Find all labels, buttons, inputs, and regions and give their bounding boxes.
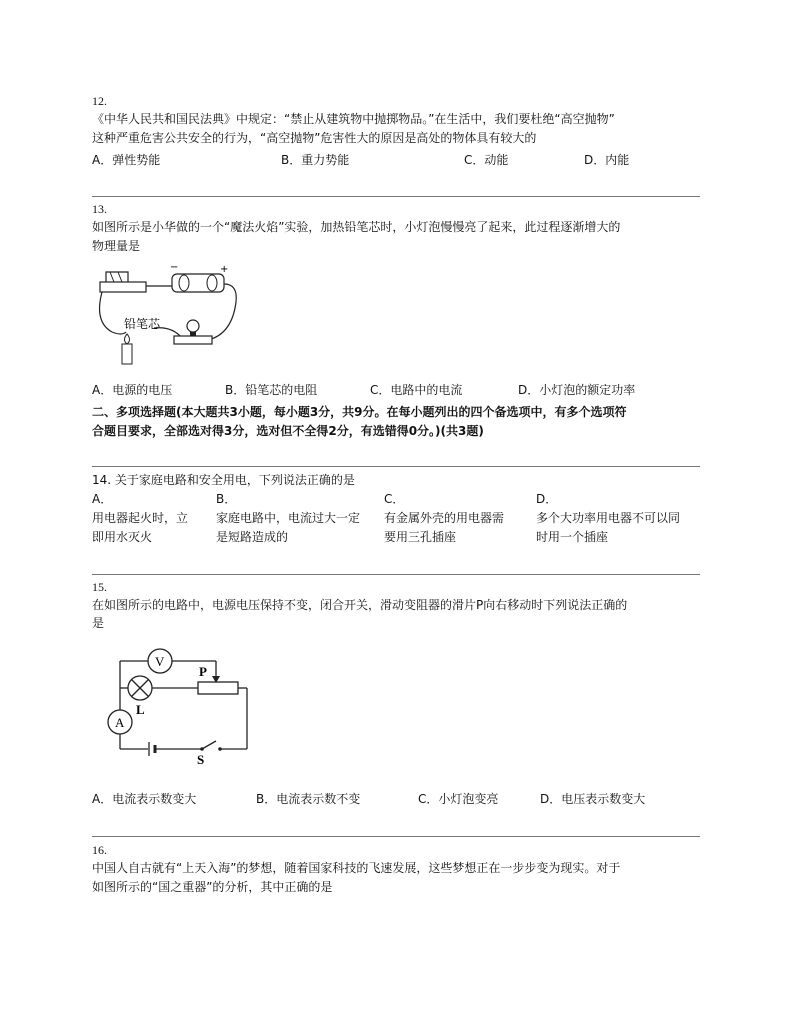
q14-option-c-line2: 要用三孔插座 (384, 530, 457, 544)
q16-stem-line2: 如图所示的“国之重器”的分析，其中正确的是 (92, 880, 333, 894)
q13-figure-label-pencil-lead: 铅笔芯 (124, 317, 161, 331)
svg-text:−: − (170, 262, 179, 273)
q12-stem-line2: 这种严重危害公共安全的行为，“高空抛物”危害性大的原因是高处的物体具有较大的 (92, 131, 537, 145)
q13-circuit-figure (92, 262, 242, 366)
q14-option-d-letter: D． (536, 492, 558, 506)
svg-text:+: + (220, 264, 229, 275)
q15-option-d[interactable]: D．电压表示数变大 (540, 792, 646, 806)
q14-option-b-letter: B． (216, 492, 237, 506)
q12-number: 12. (92, 94, 107, 108)
q15-stem-line1: 在如图所示的电路中，电源电压保持不变，闭合开关，滑动变阻器的滑片P向右移动时下列说法正确的 (92, 598, 628, 612)
q16-number: 16. (92, 843, 107, 857)
q14-option-a-letter: A． (92, 492, 113, 506)
q15-number: 15. (92, 580, 107, 594)
q13-option-a[interactable]: A．电源的电压 (92, 383, 173, 397)
q13-number: 13. (92, 202, 107, 216)
q15-option-a[interactable]: A．电流表示数变大 (92, 792, 197, 806)
q15-voltmeter-label: V (155, 654, 165, 669)
q15-option-b[interactable]: B．电流表示数不变 (256, 792, 361, 806)
q14-option-a-line1: 用电器起火时，立 (92, 511, 189, 525)
q14-option-d-line1: 多个大功率用电器不可以同 (536, 511, 681, 525)
q12-option-d[interactable]: D．内能 (584, 153, 630, 167)
divider (92, 466, 700, 467)
q14-option-b-line1: 家庭电路中，电流过大一定 (216, 511, 361, 525)
q13-option-d[interactable]: D．小灯泡的额定功率 (518, 383, 636, 397)
q12-option-c[interactable]: C．动能 (464, 153, 509, 167)
q15-option-c[interactable]: C．小灯泡变亮 (418, 792, 499, 806)
q14-option-a-line2: 即用水灭火 (92, 530, 153, 544)
q13-stem-line2: 物理量是 (92, 239, 141, 253)
q12-option-a[interactable]: A．弹性势能 (92, 153, 161, 167)
q13-option-b[interactable]: B．铅笔芯的电阻 (225, 383, 318, 397)
q14-option-c-line1: 有金属外壳的用电器需 (384, 511, 505, 525)
divider (92, 196, 700, 197)
q14-stem: 14. 关于家庭电路和安全用电，下列说法正确的是 (92, 473, 355, 487)
section-2-header-line2: 合题目要求，全部选对得3分，选对但不全得2分，有选错得0分。)(共3题) (92, 424, 484, 438)
q13-option-c[interactable]: C．电路中的电流 (370, 383, 463, 397)
divider (92, 574, 700, 575)
q15-switch-label: S (197, 752, 205, 766)
q15-slider-label: P (199, 664, 207, 679)
q14-option-c-letter: C． (384, 492, 405, 506)
q12-option-b[interactable]: B．重力势能 (281, 153, 350, 167)
q16-stem-line1: 中国人自古就有“上天入海”的梦想，随着国家科技的飞速发展，这些梦想正在一步步变为现实。对于 (92, 861, 621, 875)
q15-circuit-figure (102, 648, 262, 766)
q15-lamp-label: L (136, 702, 145, 717)
q14-option-d-line2: 时用一个插座 (536, 530, 609, 544)
section-2-header-line1: 二、多项选择题(本大题共3小题，每小题3分，共9分。在每小题列出的四个备选项中，有多个选项符 (92, 405, 627, 419)
q15-stem-line2: 是 (92, 616, 105, 630)
q14-option-b-line2: 是短路造成的 (216, 530, 289, 544)
q15-ammeter-label: A (115, 715, 125, 730)
q12-stem-line1: 《中华人民共和国民法典》中规定：“禁止从建筑物中抛掷物品。”在生活中，我们要杜绝“高空抛物” (92, 112, 615, 126)
divider (92, 836, 700, 837)
q13-stem-line1: 如图所示是小华做的一个“魔法火焰”实验，加热铅笔芯时，小灯泡慢慢亮了起来，此过程逐渐增大的 (92, 220, 621, 234)
